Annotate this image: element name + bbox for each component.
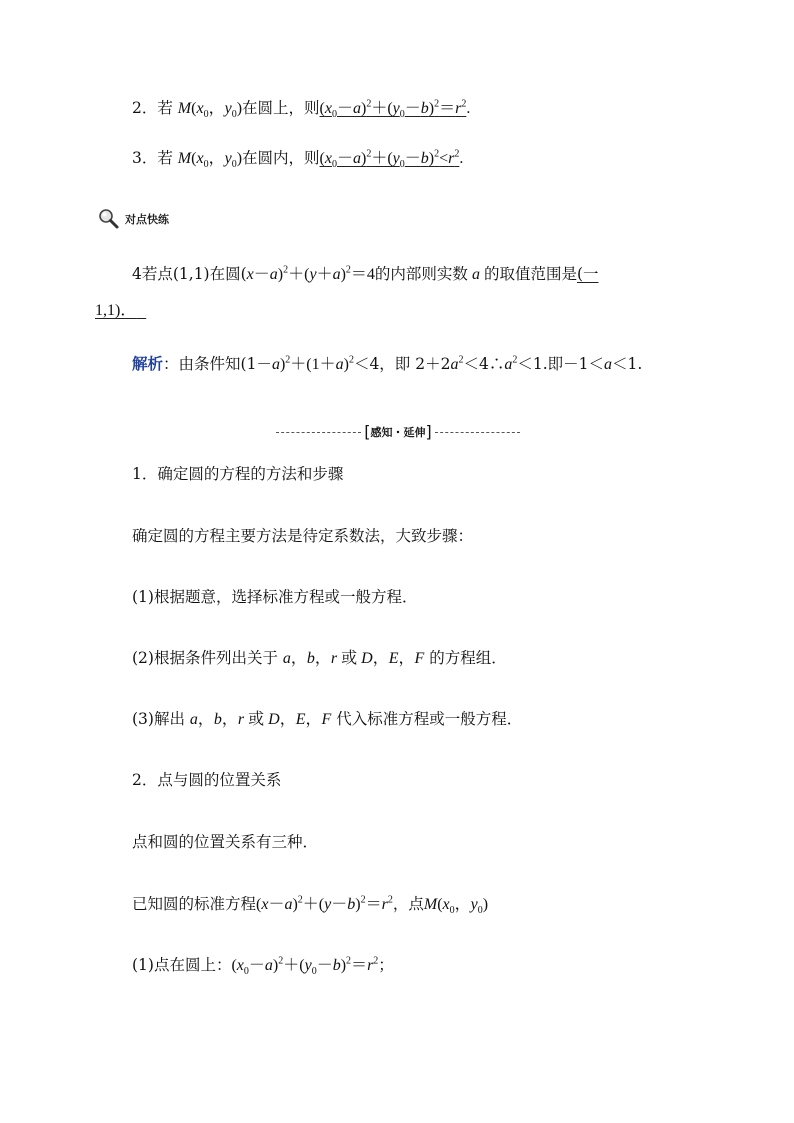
divider-title: [ 感知・延伸 ]: [364, 422, 432, 441]
condition-inside-circle: 3．若 $M(x_0$，$y_0$)在圆内，则$(x_0-a)^2+(y_0-b)^2<r^2$.: [132, 148, 464, 171]
case-on-circle: (1)点在圆上：$(x_0-a)^2+(y_0-b)^2=r^2$；: [132, 955, 394, 978]
question-line-1: 4若点(1,1)在圆$(x-a)^2+(y+a)^2=4$的内部则实数 a 的取值范围是(一: [132, 264, 599, 283]
standard-equation-line: 已知圆的标准方程$(x-a)^2+(y-b)^2=r^2$，点$M(x_0$，$y_0$): [132, 894, 489, 917]
condition-on-circle: 2．若 $M(x_0$，$y_0$)在圆上，则$(x_0-a)^2+(y_0-b)^2=r^2$.: [132, 98, 471, 121]
heading-method: 1．确定圆的方程的方法和步骤: [132, 465, 344, 483]
quick-practice-badge: [98, 208, 169, 230]
heading-position: 2．点与圆的位置关系: [132, 771, 282, 789]
solution-line: 解析：由条件知$(1-a)^2+(1+a)^2<4$，即 $2+2a^2<4\therefore a^2<1$.即－1＜a＜1.: [132, 354, 643, 373]
position-intro: 点和圆的位置关系有三种．: [132, 833, 319, 851]
question-line-2: 1,1)．: [95, 302, 137, 319]
section-divider: [276, 422, 520, 442]
solution-label: 解析: [132, 354, 164, 373]
step-2: (2)根据条件列出关于 a，b，r 或 D，E，F 的方程组．: [132, 649, 507, 667]
badge-label: 对点快练: [125, 213, 169, 226]
magnifier-icon: [98, 208, 120, 230]
divider-dash-right: [435, 432, 520, 433]
step-1: (1)根据题意，选择标准方程或一般方程．: [132, 588, 418, 606]
step-3: (3)解出 a，b，r 或 D，E，F 代入标准方程或一般方程．: [132, 710, 523, 728]
divider-dash-left: [276, 432, 361, 433]
method-intro: 确定圆的方程主要方法是待定系数法，大致步骤：: [132, 527, 474, 545]
